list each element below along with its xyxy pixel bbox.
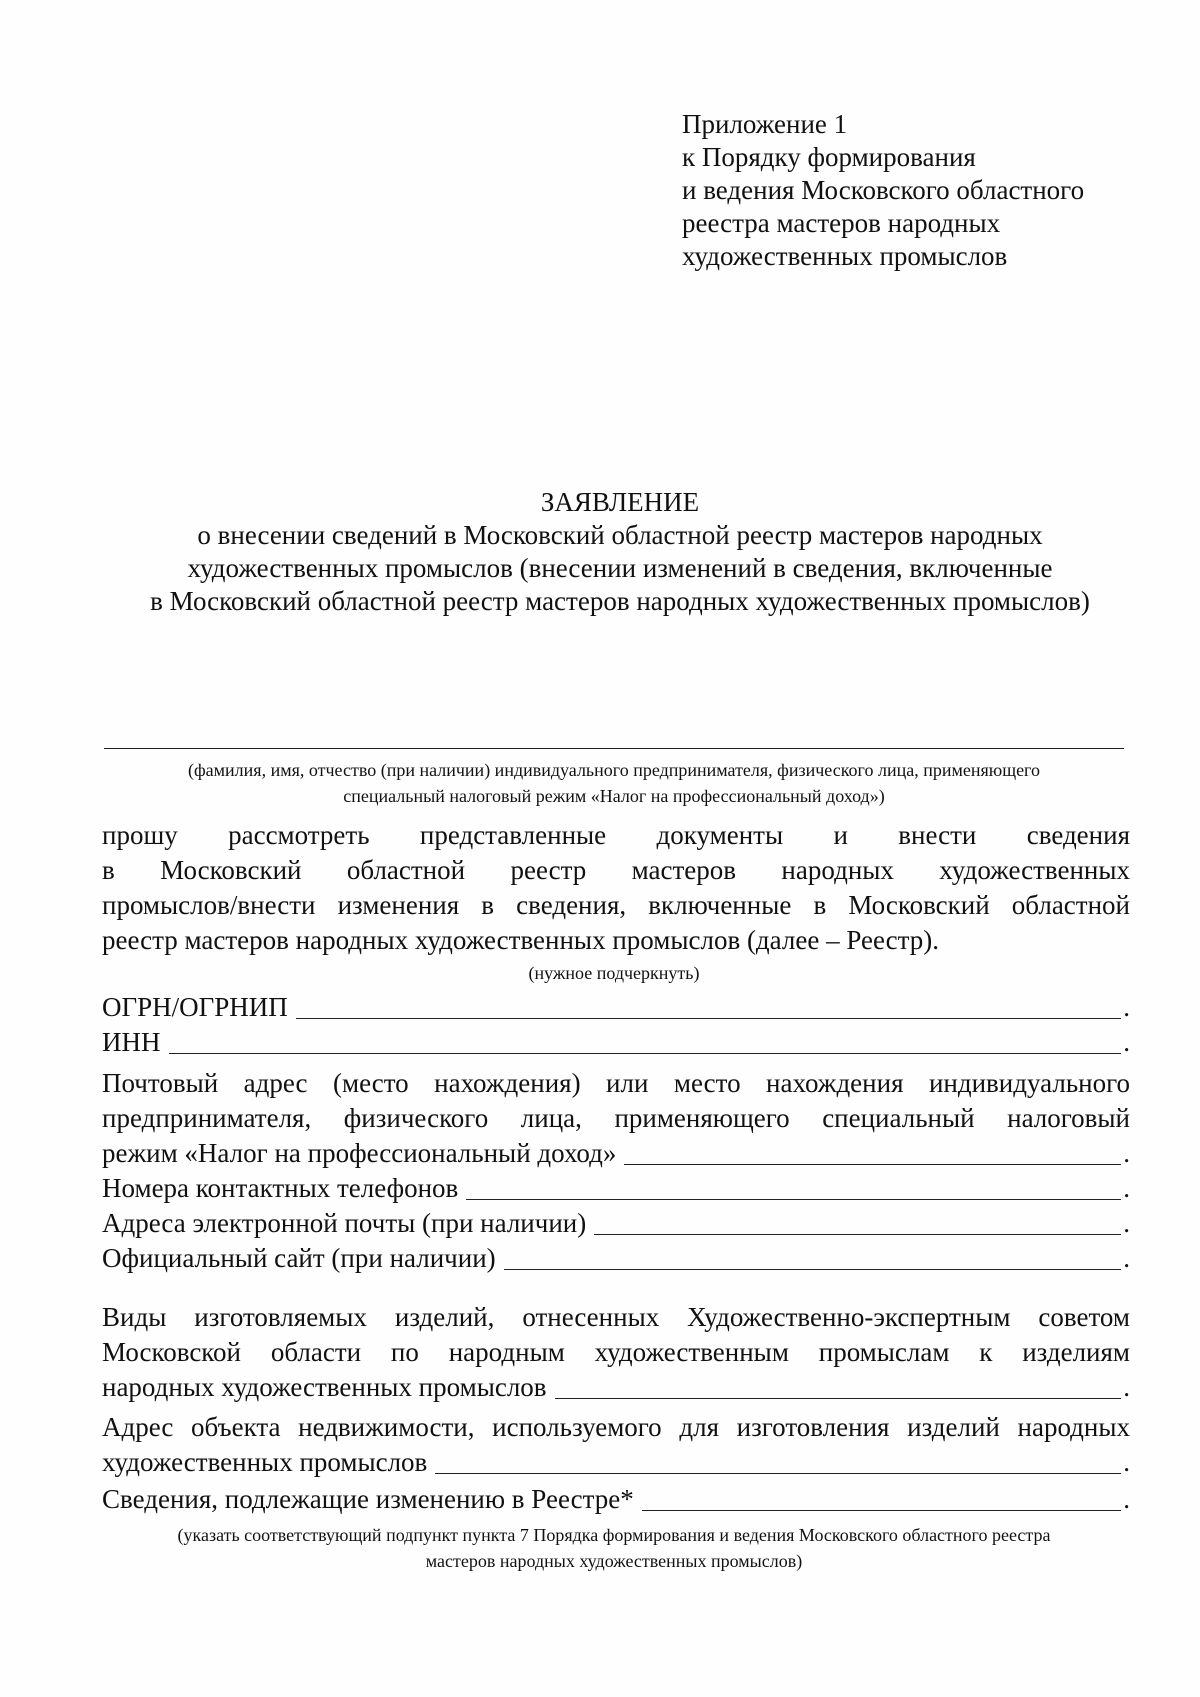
address-label-line: Почтовый адрес (место нахождения) или место нахождения индивидуального <box>102 1068 1130 1098</box>
kinds-label-line: Виды изготовляемых изделий, отнесенных Художественно-экспертным советом <box>102 1302 1130 1332</box>
website-row <box>102 1241 1130 1276</box>
phones-label: Номера контактных телефонов <box>102 1173 459 1203</box>
realty-field[interactable] <box>435 1473 1121 1474</box>
applicant-name-caption <box>104 757 1124 809</box>
caption-line: мастеров народных художественных промыслов) <box>425 1551 803 1571</box>
email-label: Адреса электронной почты (при наличии) <box>102 1208 587 1238</box>
kinds-row <box>102 1370 1130 1405</box>
line-end-dot: . <box>1123 1372 1130 1402</box>
line-end-dot: . <box>1123 1027 1130 1057</box>
realty-label-last: художественных промыслов <box>102 1447 428 1477</box>
email-field[interactable] <box>594 1234 1121 1235</box>
ogrn-field[interactable] <box>296 1018 1122 1019</box>
changes-field[interactable] <box>642 1510 1122 1511</box>
paragraph-line: прошу рассмотреть представленные документы и внести сведения <box>102 820 1130 850</box>
line-end-dot: . <box>1123 1208 1130 1238</box>
inn-row <box>102 1025 1130 1060</box>
website-field[interactable] <box>504 1269 1122 1270</box>
line-end-dot: . <box>1123 1447 1130 1477</box>
address-label-block <box>102 1066 1130 1136</box>
website-label: Официальный сайт (при наличии) <box>102 1243 496 1273</box>
caption-line: специальный налоговый режим «Налог на профессиональный доход») <box>343 786 885 806</box>
address-label-line: предпринимателя, физического лица, применяющего специальный налоговый <box>102 1103 1130 1133</box>
realty-label-block <box>102 1410 1130 1445</box>
phones-field[interactable] <box>466 1199 1121 1200</box>
address-field[interactable] <box>624 1164 1121 1165</box>
kinds-label-last: народных художественных промыслов <box>102 1372 547 1402</box>
title-subtitle-line: художественных промыслов (внесении изменений в сведения, включенные <box>187 553 1053 583</box>
underline-caption <box>104 960 1124 986</box>
appendix-reference <box>682 108 1122 273</box>
changes-label: Сведения, подлежащие изменению в Реестре* <box>102 1484 634 1514</box>
realty-row <box>102 1445 1130 1480</box>
changes-caption <box>104 1522 1124 1574</box>
realty-label-line: Адрес объекта недвижимости, используемого для изготовления изделий народных <box>102 1412 1130 1442</box>
paragraph-line: реестр мастеров народных художественных промыслов (далее – Реестр). <box>102 925 939 955</box>
kinds-label-block <box>102 1300 1130 1370</box>
phones-row <box>102 1171 1130 1206</box>
line-end-dot: . <box>1123 1243 1130 1273</box>
title-subtitle-line: о внесении сведений в Московский областной реестр мастеров народных <box>197 520 1043 550</box>
address-row <box>102 1136 1130 1171</box>
paragraph-line: промыслов/внести изменения в сведения, включенные в Московский областной <box>102 890 1130 920</box>
inn-field[interactable] <box>169 1053 1122 1054</box>
appendix-line: и ведения Московского областного <box>682 175 1085 205</box>
line-end-dot: . <box>1123 1484 1130 1514</box>
appendix-line: Приложение 1 <box>682 109 848 139</box>
appendix-line: к Порядку формирования <box>682 142 976 172</box>
line-end-dot: . <box>1123 992 1130 1022</box>
title-heading: ЗАЯВЛЕНИЕ <box>540 487 700 517</box>
email-row <box>102 1206 1130 1241</box>
caption-line: (указать соответствующий подпункт пункта 7 Порядка формирования и ведения Московского областного реестра <box>177 1525 1051 1545</box>
line-end-dot: . <box>1123 1173 1130 1203</box>
appendix-line: художественных промыслов <box>682 241 1008 271</box>
caption-line: (нужное подчеркнуть) <box>528 963 700 983</box>
ogrn-row <box>102 990 1130 1025</box>
applicant-name-field[interactable] <box>104 748 1124 749</box>
paragraph-line: в Московский областной реестр мастеров народных художественных <box>102 855 1130 885</box>
address-label-last: режим «Налог на профессиональный доход» <box>102 1138 617 1168</box>
title-subtitle-line: в Московский областной реестр мастеров народных художественных промыслов) <box>150 586 1090 616</box>
kinds-label-line: Московской области по народным художественным промыслам к изделиям <box>102 1337 1130 1367</box>
inn-label: ИНН <box>102 1027 161 1057</box>
kinds-field[interactable] <box>555 1398 1122 1399</box>
caption-line: (фамилия, имя, отчество (при наличии) индивидуального предпринимателя, физического лица, применяющего <box>188 760 1040 780</box>
appendix-line: реестра мастеров народных <box>682 208 1001 238</box>
line-end-dot: . <box>1123 1138 1130 1168</box>
document-title <box>100 486 1140 618</box>
request-paragraph <box>102 818 1130 958</box>
ogrn-label: ОГРН/ОГРНИП <box>102 992 288 1022</box>
changes-row <box>102 1482 1130 1517</box>
